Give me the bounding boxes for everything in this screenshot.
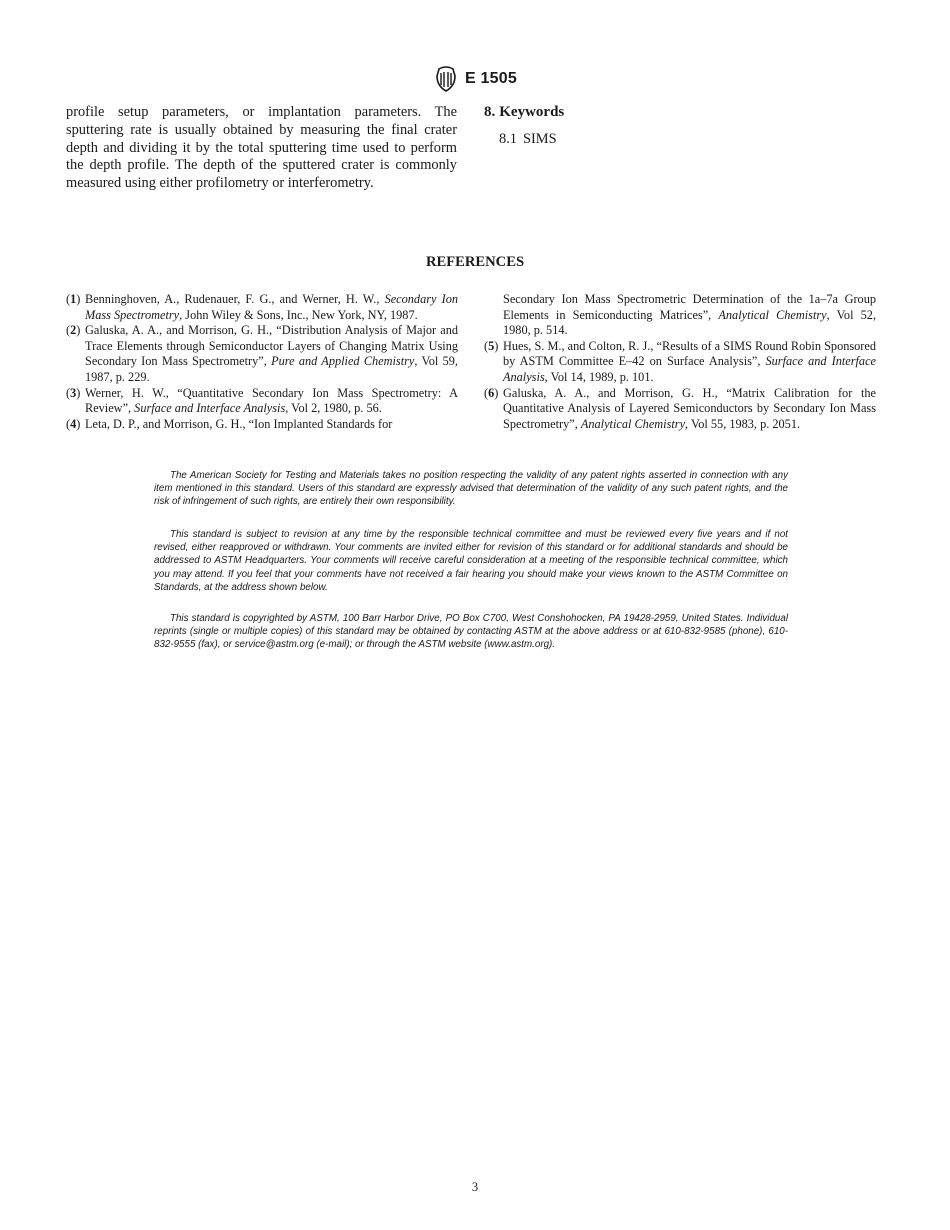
document-number: E 1505 [465,70,517,87]
reference-number: (1) [66,292,81,306]
reference-text: Galuska, A. A., and Morrison, G. H., “Matrix Calibration for the Quantitative Analysis of Layered Semiconductors by Secondary Ion Mass Spectrometry”, Analytical Chemistry, Vol 55, 1983, p. 2051. [503,385,876,431]
patent-notice: The American Society for Testing and Materials takes no position respecting the validity of any patent rights asserted in connection with any item mentioned in this standard. Users of this standard are expressly advised that determination of the validity of any such patent rights, and the risk of infringement of such rights, are entirely their own responsibility. [154,470,788,508]
reference-text: Leta, D. P., and Morrison, G. H., “Ion Implanted Standards for [85,416,393,431]
reference-text: Galuska, A. A., and Morrison, G. H., “Distribution Analysis of Major and Trace Elements through Semiconductor Layers of Changing Matrix Using Secondary Ion Mass Spectrometry”, Pure and Applied Chemistry, Vol 59, 1987, p. 229. [85,323,458,384]
references-column-left [66,292,458,432]
reference-number: (3) [66,385,81,400]
reference-text: Benninghoven, A., Rudenauer, F. G., and Werner, H. W., Secondary Ion Mass Spectrometry, John Wiley & Sons, Inc., New York, NY, 1987. [85,292,458,322]
reference-item [66,417,458,433]
references-heading: REFERENCES [425,254,525,270]
reference-item [66,323,458,385]
reference-number: (2) [66,323,81,338]
keyword-item-number: 8.1 [499,130,517,147]
keywords-section [484,104,876,149]
copyright-notice: This standard is copyrighted by ASTM, 100 Barr Harbor Drive, PO Box C700, West Conshohocken, PA 19428-2959, United States. Individual reprints (single or multiple copies) of this standard may be obtained by contacting ASTM at the above address or at 610-832-9585 (phone), 610-832-9555 (fax), or service@astm.org (e-mail); or through the ASTM website (www.astm.org). [154,613,788,651]
keyword-item [484,131,876,149]
section-number: 8. [484,104,496,120]
reference-item [66,292,458,323]
reference-number: (6) [484,385,499,400]
reference-text: Hues, S. M., and Colton, R. J., “Results of a SIMS Round Robin Sponsored by ASTM Committee E–42 on Surface Analysis”, Surface and Interface Analysis, Vol 14, 1989, p. 101. [503,338,876,384]
revision-notice: This standard is subject to revision at any time by the responsible technical committee and must be reviewed every five years and if not revised, either reapproved or withdrawn. Your comments are invited either for revision of this standard or for additional standards and should be addressed to ASTM Headquarters. Your comments will receive careful consideration at a meeting of the responsible technical committee, which you may attend. If you feel that your comments have not received a fair hearing you should make your views known to the ASTM Committee on Standards, at the address shown below. [154,529,788,593]
reference-number: (5) [484,338,499,353]
page-number: 3 [471,1180,479,1194]
reference-text: Werner, H. W., “Quantitative Secondary Ion Mass Spectrometry: A Review”, Surface and Interface Analysis, Vol 2, 1980, p. 56. [85,385,458,416]
body-paragraph: profile setup parameters, or implantation parameters. The sputtering rate is usually obtained by measuring the final crater depth and dividing it by the total sputtering time used to perform the depth profile. The depth of the sputtered crater is commonly measured using either profilometry or interferometry. [66,104,457,192]
references-column-right [484,292,876,432]
reference-item [66,386,458,417]
section-title: Keywords [499,104,565,120]
reference-number: (4) [66,416,81,431]
reference-item [484,386,876,433]
page-header [0,66,950,92]
keyword-item-text: SIMS [523,130,557,147]
astm-logo-icon [433,66,459,92]
reference-continuation: Secondary Ion Mass Spectrometric Determination of the 1a–7a Group Elements in Semiconducting Matrices”, Analytical Chemistry, Vol 52, 1980, p. 514. [503,292,877,338]
reference-item [484,339,876,386]
section-heading-keywords [484,104,876,122]
